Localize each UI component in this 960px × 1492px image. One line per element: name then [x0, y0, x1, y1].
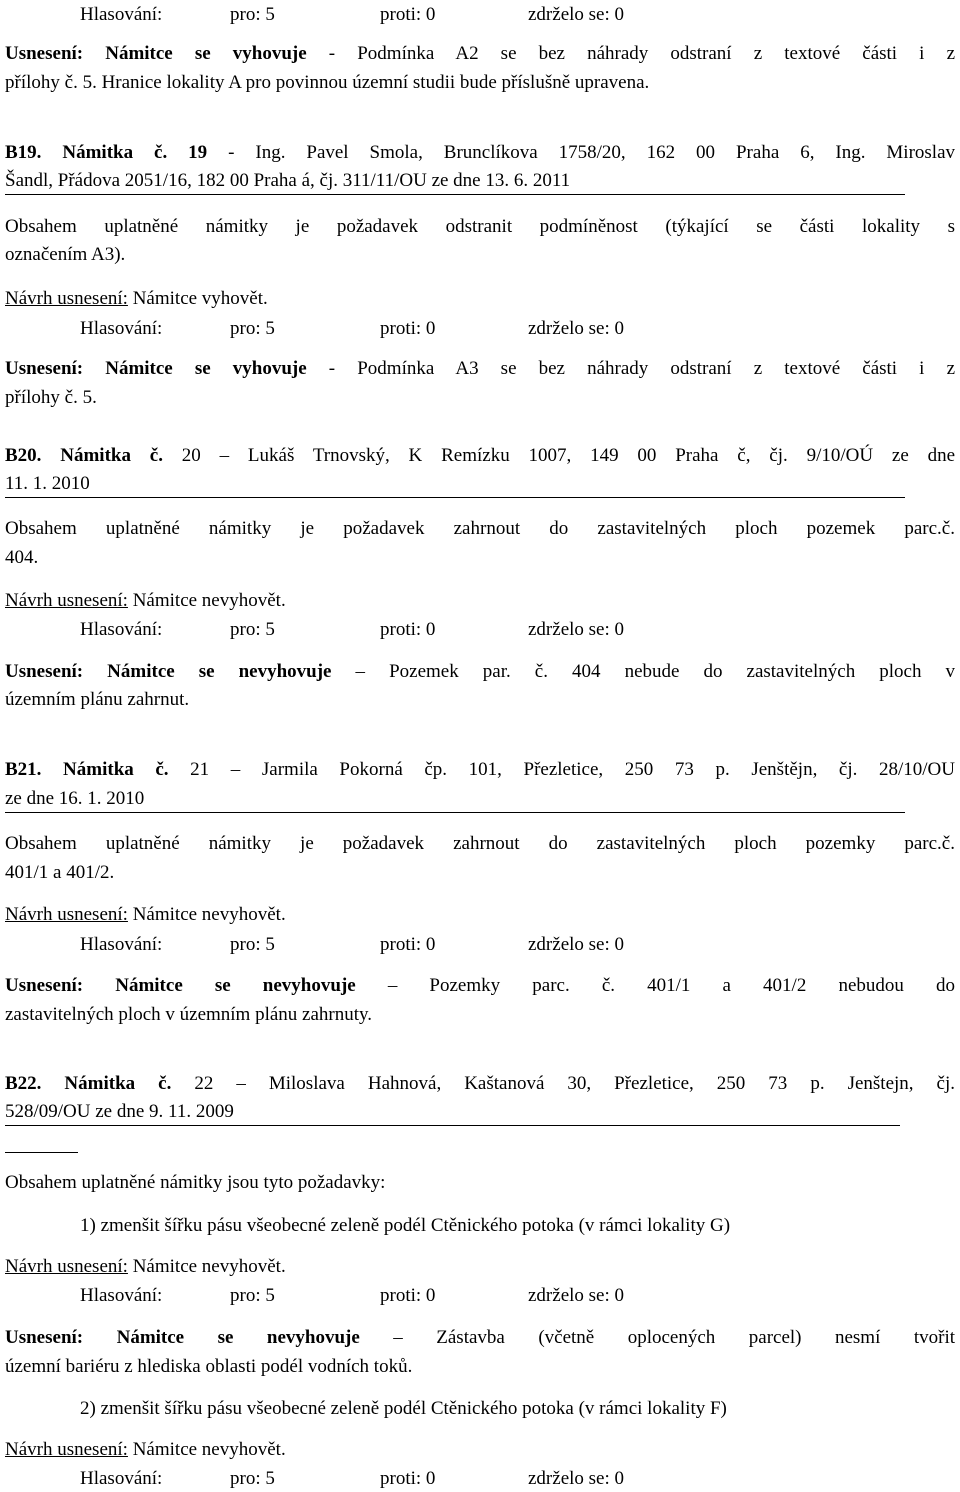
proposal-text: Námitce nevyhovět. — [127, 1439, 286, 1460]
content-text: Obsahem uplatněné námitky je požadavek odstranit podmíněnost (týkající se části lokality s — [5, 216, 955, 237]
objection-heading-cont: 11. 1. 2010 — [5, 473, 90, 494]
vote-proti: proti: 0 — [380, 1468, 436, 1489]
proposal-line — [5, 1254, 286, 1280]
resolution-label: Usnesení: Námitce se vyhovuje — [5, 43, 307, 64]
list-item: 2) zmenšit šířku pásu všeobecné zeleně podél Ctěnického potoka (v rámci lokality F) — [80, 1398, 727, 1419]
vote-label: Hlasování: — [80, 1468, 163, 1489]
vote-label: Hlasování: — [80, 4, 163, 25]
objection-number: B22. Námitka č. — [5, 1073, 172, 1094]
vote-pro: pro: 5 — [230, 1468, 275, 1489]
vote-pro: pro: 5 — [230, 4, 275, 25]
resolution-line — [5, 1325, 955, 1351]
resolution-text: – Pozemek par. č. 404 nebude do zastavitelných ploch v — [331, 661, 955, 682]
objection-heading-cont: Šandl, Přádova 2051/16, 182 00 Praha á, čj. 311/11/OU ze dne 13. 6. 2011 — [5, 170, 571, 191]
vote-proti: proti: 0 — [380, 4, 436, 25]
objection-heading — [5, 757, 955, 783]
proposal-label: Návrh usnesení: — [5, 904, 128, 925]
list-item: 1) zmenšit šířku pásu všeobecné zeleně podél Ctěnického potoka (v rámci lokality G) — [80, 1215, 731, 1236]
resolution-label: Usnesení: Námitce se nevyhovuje — [5, 661, 332, 682]
vote-label: Hlasování: — [80, 619, 163, 640]
proposal-label: Návrh usnesení: — [5, 590, 128, 611]
vote-zdrzelo: zdrželo se: 0 — [528, 619, 625, 640]
heading-rule — [5, 812, 905, 813]
vote-label: Hlasování: — [80, 1285, 163, 1306]
objection-author: 22 – Miloslava Hahnová, Kaštanová 30, Přezletice, 250 73 p. Jenštejn, čj. — [171, 1073, 956, 1094]
resolution-label: Usnesení: Námitce se nevyhovuje — [5, 975, 356, 996]
objection-author: 21 – Jarmila Pokorná čp. 101, Přezletice, 250 73 p. Jenštějn, čj. 28/10/OU — [168, 759, 956, 780]
resolution-label: Usnesení: Námitce se vyhovuje — [5, 358, 307, 379]
resolution-line: přílohy č. 5. — [5, 387, 97, 408]
resolution-line — [5, 356, 955, 382]
objection-heading — [5, 1071, 955, 1097]
resolution-line — [5, 659, 955, 685]
vote-label: Hlasování: — [80, 318, 163, 339]
proposal-line — [5, 902, 286, 928]
resolution-text: - Podmínka A2 se bez náhrady odstraní z textové části i z — [306, 43, 956, 64]
vote-proti: proti: 0 — [380, 619, 436, 640]
proposal-line — [5, 286, 268, 312]
vote-pro: pro: 5 — [230, 934, 275, 955]
objection-heading — [5, 443, 955, 469]
proposal-text: Námitce nevyhovět. — [127, 1256, 286, 1277]
vote-proti: proti: 0 — [380, 1285, 436, 1306]
vote-zdrzelo: zdrželo se: 0 — [528, 4, 625, 25]
content-text: 404. — [5, 547, 39, 568]
heading-rule — [5, 1125, 900, 1126]
objection-heading-cont: 528/09/OU ze dne 9. 11. 2009 — [5, 1101, 234, 1122]
resolution-line — [5, 41, 955, 67]
resolution-text: – Zástavba (včetně oplocených parcel) nesmí tvořit — [359, 1327, 955, 1348]
objection-heading — [5, 140, 955, 166]
vote-pro: pro: 5 — [230, 619, 275, 640]
content-text: 401/1 a 401/2. — [5, 862, 115, 883]
objection-heading-cont: ze dne 16. 1. 2010 — [5, 788, 145, 809]
resolution-line: územní bariéru z hlediska oblasti podél vodních toků. — [5, 1356, 413, 1377]
vote-proti: proti: 0 — [380, 318, 436, 339]
resolution-line — [5, 973, 955, 999]
vote-proti: proti: 0 — [380, 934, 436, 955]
objection-author: - Ing. Pavel Smola, Brunclíkova 1758/20, 162 00 Praha 6, Ing. Miroslav — [207, 142, 956, 163]
proposal-line — [5, 588, 286, 614]
proposal-text: Námitce vyhovět. — [127, 288, 268, 309]
content-text: Obsahem uplatněné námitky jsou tyto požadavky: — [5, 1172, 386, 1193]
resolution-line: územním plánu zahrnut. — [5, 689, 190, 710]
content-text: Obsahem uplatněné námitky je požadavek zahrnout do zastavitelných ploch pozemky parc.č. — [5, 833, 955, 854]
resolution-line: přílohy č. 5. Hranice lokality A pro povinnou územní studii bude příslušně upravena. — [5, 72, 650, 93]
vote-zdrzelo: zdrželo se: 0 — [528, 934, 625, 955]
proposal-line — [5, 1437, 286, 1463]
proposal-text: Námitce nevyhovět. — [127, 590, 286, 611]
proposal-label: Návrh usnesení: — [5, 288, 128, 309]
resolution-text: – Pozemky parc. č. 401/1 a 401/2 nebudou do — [355, 975, 955, 996]
vote-zdrzelo: zdrželo se: 0 — [528, 1468, 625, 1489]
vote-zdrzelo: zdrželo se: 0 — [528, 318, 625, 339]
objection-number: B21. Námitka č. — [5, 759, 169, 780]
proposal-label: Návrh usnesení: — [5, 1256, 128, 1277]
heading-rule — [5, 194, 905, 195]
proposal-label: Návrh usnesení: — [5, 1439, 128, 1460]
vote-pro: pro: 5 — [230, 1285, 275, 1306]
vote-label: Hlasování: — [80, 934, 163, 955]
objection-number: B19. Námitka č. 19 — [5, 142, 208, 163]
objection-author: 20 – Lukáš Trnovský, K Remízku 1007, 149 00 Praha č, čj. 9/10/OÚ ze dne — [162, 445, 955, 466]
resolution-text: - Podmínka A3 se bez náhrady odstraní z textové části i z — [306, 358, 956, 379]
vote-zdrzelo: zdrželo se: 0 — [528, 1285, 625, 1306]
vote-pro: pro: 5 — [230, 318, 275, 339]
resolution-label: Usnesení: Námitce se nevyhovuje — [5, 1327, 360, 1348]
heading-rule — [5, 497, 905, 498]
content-text: označením A3). — [5, 244, 126, 265]
resolution-line: zastavitelných ploch v územním plánu zahrnuty. — [5, 1004, 373, 1025]
short-rule — [5, 1152, 78, 1153]
proposal-text: Námitce nevyhovět. — [127, 904, 286, 925]
objection-number: B20. Námitka č. — [5, 445, 163, 466]
content-text: Obsahem uplatněné námitky je požadavek zahrnout do zastavitelných ploch pozemek parc.č. — [5, 518, 955, 539]
